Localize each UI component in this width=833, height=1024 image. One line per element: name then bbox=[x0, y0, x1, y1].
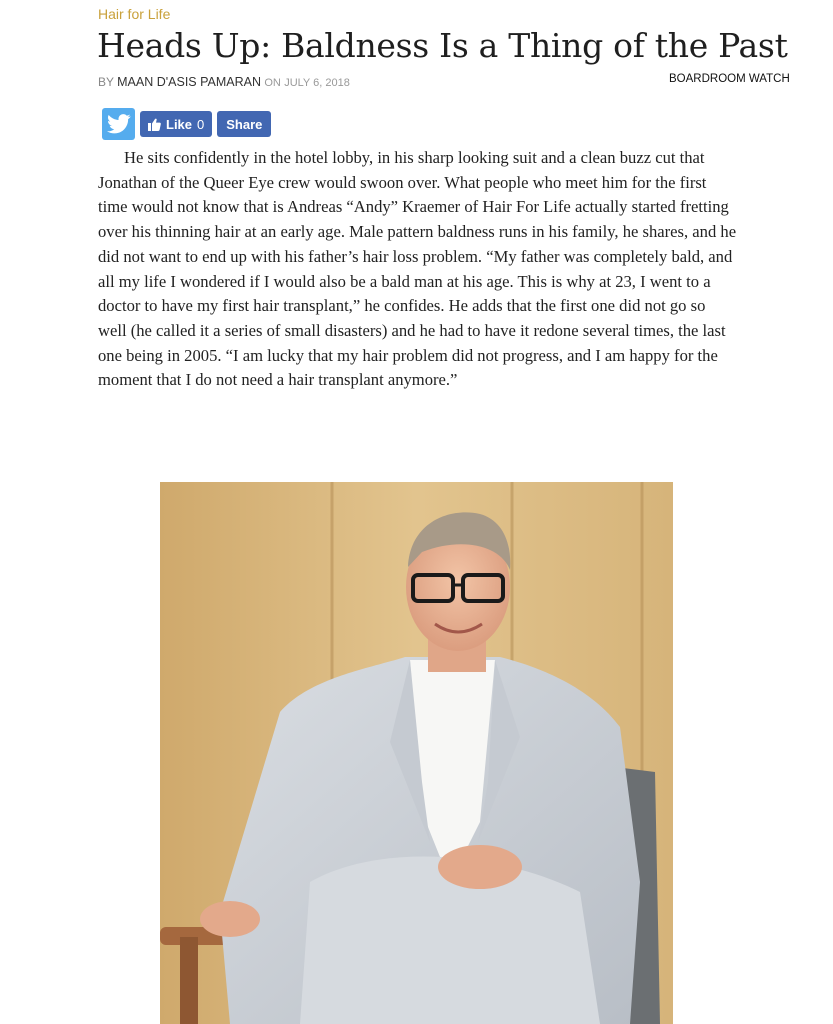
article-body: He sits confidently in the hotel lobby, in his sharp looking suit and a clean buzz cut that Jonathan of the Queer Eye crew would swoon over. What people who meet him for the first time would not know that is Andreas “Andy” Kraemer of Hair For Life actually started fretting over his thinning hair at an early age. Male pattern baldness runs in his family, he shares, and he did not want to end up with his father’s hair loss problem. “My father was completely bald, and all my life I wondered if I would also be a bald man at his age. This is why at 23, I went to a doctor to have my first hair transplant,” he confides. He adds that the first one did not go so well (he called it a series of small disasters) and he had to have it redone several times, the last one being in 2005. “I am lucky that my hair problem did not progress, and I am happy for the moment that I do not need a hair transplant anymore.” bbox=[98, 148, 737, 390]
share-label: Share bbox=[226, 116, 263, 132]
section-tag: BOARDROOM WATCH bbox=[669, 73, 790, 85]
thumbs-up-icon bbox=[148, 118, 161, 131]
date-prefix: ON bbox=[264, 77, 281, 89]
byline-prefix: BY bbox=[98, 75, 114, 89]
category-link[interactable]: Hair for Life bbox=[98, 6, 171, 22]
twitter-share-button[interactable] bbox=[102, 108, 135, 140]
social-share-bar bbox=[102, 108, 271, 140]
byline bbox=[98, 75, 350, 89]
photo-illustration bbox=[160, 482, 673, 1024]
publish-date: JULY 6, 2018 bbox=[284, 77, 350, 89]
facebook-share-button[interactable] bbox=[217, 111, 271, 137]
twitter-bird-icon bbox=[107, 114, 131, 134]
author-link[interactable]: MAAN D'ASIS PAMARAN bbox=[117, 75, 261, 89]
like-label: Like bbox=[166, 116, 193, 132]
like-count: 0 bbox=[197, 116, 205, 132]
article-photo bbox=[160, 482, 673, 1024]
article-title: Heads Up: Baldness Is a Thing of the Past bbox=[97, 26, 788, 65]
facebook-like-button[interactable] bbox=[140, 111, 212, 137]
